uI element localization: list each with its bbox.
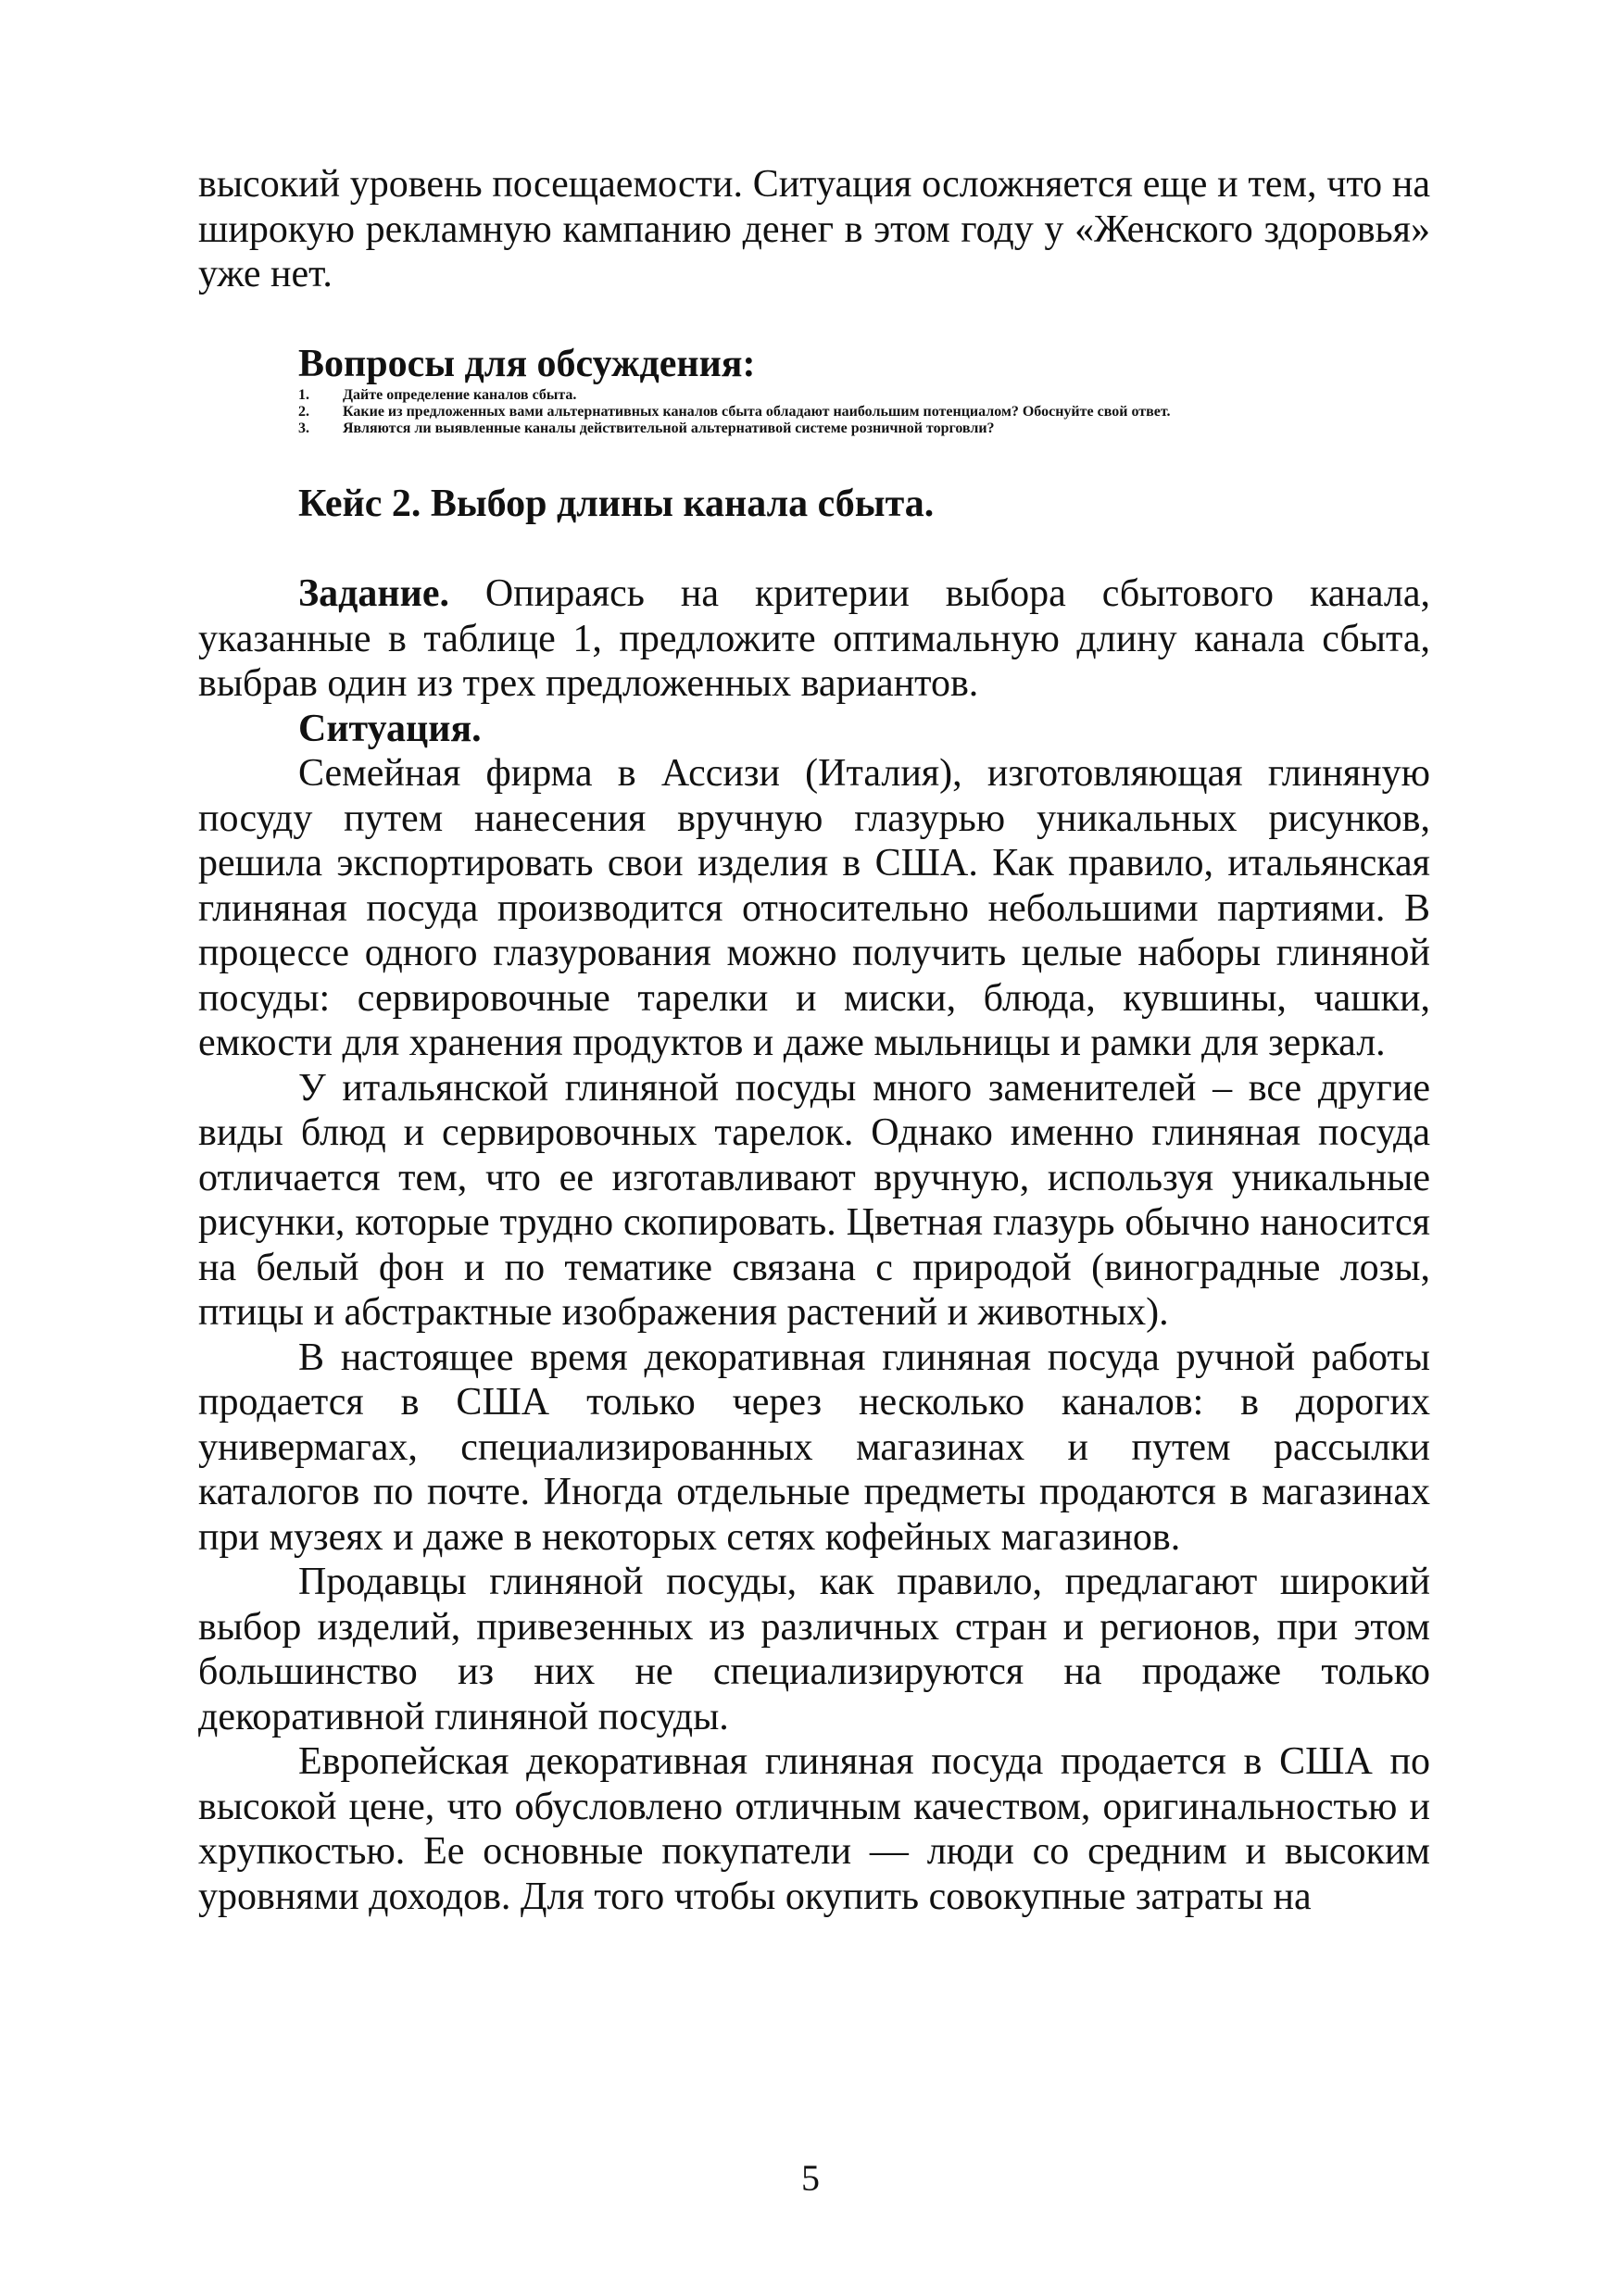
task-text: Опираясь на критерии выбора сбытового канала, указанные в таблице 1, предложите оптимальную длину канала сбыта, выбрав один из трех предложенных вариантов.: [198, 572, 1430, 705]
task-label: Задание.: [298, 572, 449, 615]
question-number: 1.: [298, 386, 309, 403]
situation-paragraph: Продавцы глиняной посуды, как правило, предлагают широкий выбор изделий, привезенных из различных стран и регионов, при этом большинство из них не специализируются на продаже только декоративной глиняной посуды.: [198, 1561, 1430, 1738]
question-item: [198, 404, 1430, 420]
question-item: [198, 420, 1430, 437]
questions-list: [198, 387, 1430, 437]
situation-paragraph: Семейная фирма в Ассизи (Италия), изготовляющая глиняную посуду путем нанесения вручную глазурью уникальных рисунков, решила экспортировать свои изделия в США. Как правило, итальянская глиняная посуда производится относительно небольшими партиями. В процессе одного глазурования можно получить целые наборы глиняной посуды: сервировочные тарелки и миски, блюда, кувшины, чашки, емкости для хранения продуктов и даже мыльницы и рамки для зеркал.: [198, 752, 1430, 1064]
situation-paragraph: У итальянской глиняной посуды много заменителей – все другие виды блюд и сервировочных тарелок. Однако именно глиняная посуда отличается тем, что ее изготавливают вручную, используя уникальные рисунки, которые трудно скопировать. Цветная глазурь обычно наносится на белый фон и по тематике связана с природой (виноградные лозы, птицы и абстрактные изображения растений и животных).: [198, 1066, 1430, 1334]
situation-paragraph: Европейская декоративная глиняная посуда продается в США по высокой цене, что обусловлено отличным качеством, оригинальностью и хрупкостью. Ее основные покупатели — люди со средним и высоким уровнями доходов. Для того чтобы окупить совокупные затраты на: [198, 1740, 1430, 1918]
question-item: [198, 387, 1430, 404]
document-page: [198, 162, 1430, 1919]
situation-paragraph: В настоящее время декоративная глиняная посуда ручной работы продается в США только через несколько каналов: в дорогих универмагах, специализированных магазинах и путем рассылки каталогов по почте. Иногда отдельные предметы продаются в магазинах при музеях и даже в некоторых сетях кофейных магазинов.: [198, 1336, 1430, 1559]
case-title: Кейс 2. Выбор длины канала сбыта.: [298, 483, 935, 525]
spacer: [198, 297, 1430, 343]
spacer: [198, 527, 1430, 572]
spacer: [198, 437, 1430, 483]
situation-title: Ситуация.: [298, 707, 482, 750]
intro-paragraph: высокий уровень посещаемости. Ситуация осложняется еще и тем, что на широкую рекламную кампанию денег в этом году у «Женского здоровья» уже нет.: [198, 163, 1430, 295]
question-text: Дайте определение каналов сбыта.: [343, 386, 577, 403]
question-number: 2.: [298, 403, 309, 420]
question-number: 3.: [298, 420, 309, 436]
question-text: Являются ли выявленные каналы действительной альтернативой системе розничной торговли?: [343, 420, 995, 436]
questions-title: Вопросы для обсуждения:: [298, 343, 756, 385]
page-number: 5: [801, 2157, 820, 2199]
question-text: Какие из предложенных вами альтернативных каналов сбыта обладают наибольшим потенциалом? Обоснуйте свой ответ.: [343, 403, 1171, 420]
task-paragraph: [198, 571, 1430, 707]
